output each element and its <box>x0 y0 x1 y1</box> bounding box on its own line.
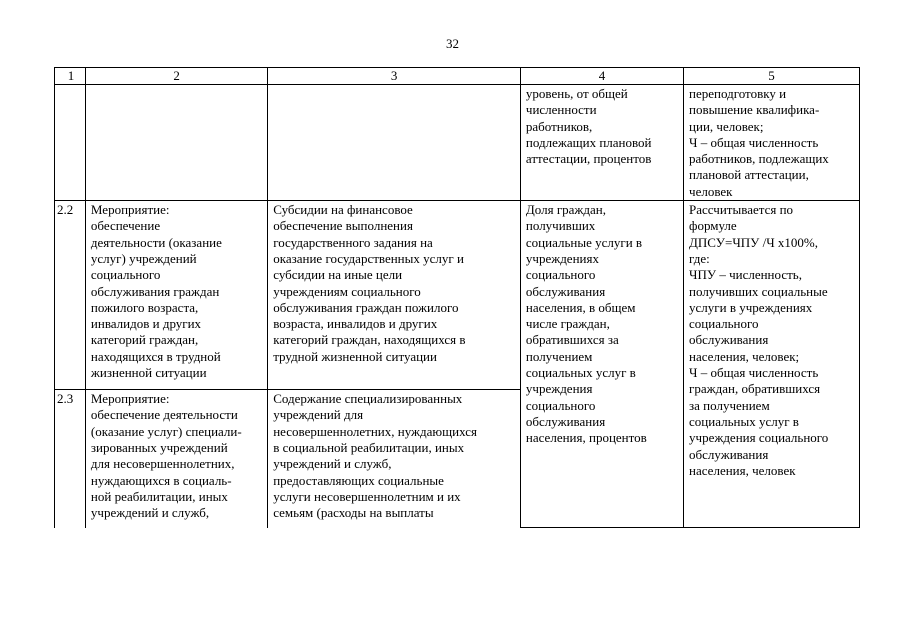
table-header-row <box>55 68 860 85</box>
funding-cell: Содержание специализированных учреждений для несовершеннолетних, нуждающихся в социальной реабилитации, иных учреждений и служб, предоставляющих социальные услуги несовершеннолетним и их семьям (расходы на выплаты <box>268 390 521 528</box>
indicator-cell: уровень, от общей численности работников, подлежащих плановой аттестации, процентов <box>520 85 683 201</box>
page-number: 32 <box>446 36 459 51</box>
formula-cell: переподготовку и повышение квалифика- ции, человек; Ч – общая численность работников, подлежащих плановой аттестации, человек <box>684 85 860 201</box>
indicator-cell: Доля граждан, получивших социальные услуги в учреждениях социального обслуживания населения, в общем числе граждан, обратившихся за получением социальных услуг в учреждения социального обслуживания населения, процентов <box>520 201 683 528</box>
row-id-cell: 2.3 <box>55 390 86 528</box>
funding-cell <box>268 85 521 201</box>
header-cell-5: 5 <box>684 68 860 85</box>
funding-cell: Субсидии на финансовое обеспечение выполнения государственного задания на оказание государственных услуг и субсидии на иные цели учреждениям социального обслуживания граждан пожилого возраста, инвалидов и других категорий граждан, находящихся в трудной жизненной ситуации <box>268 201 521 390</box>
table-row-2-2 <box>55 201 860 390</box>
program-table <box>54 67 860 528</box>
event-cell: Мероприятие: обеспечение деятельности (оказание услуг) учреждений социального обслуживания граждан пожилого возраста, инвалидов и других категорий граждан, находящихся в трудной жизненной ситуации <box>85 201 267 390</box>
header-cell-1: 1 <box>55 68 86 85</box>
header-cell-2: 2 <box>85 68 267 85</box>
row-id-cell <box>55 85 86 201</box>
header-cell-3: 3 <box>268 68 521 85</box>
header-cell-4: 4 <box>520 68 683 85</box>
event-cell: Мероприятие: обеспечение деятельности (оказание услуг) специали- зированных учреждений для несовершеннолетних, нуждающихся в социаль- ной реабилитации, иных учреждений и служб, <box>85 390 267 528</box>
event-cell <box>85 85 267 201</box>
table-row-continuation <box>55 85 860 201</box>
row-id-cell: 2.2 <box>55 201 86 390</box>
formula-cell: Рассчитывается по формуле ДПСУ=ЧПУ /Ч х100%, где: ЧПУ – численность, получивших социальные услуги в учреждениях социального обслуживания населения, человек; Ч – общая численность граждан, обратившихся за получением социальных услуг в учреждения социального обслуживания населения, человек <box>684 201 860 528</box>
